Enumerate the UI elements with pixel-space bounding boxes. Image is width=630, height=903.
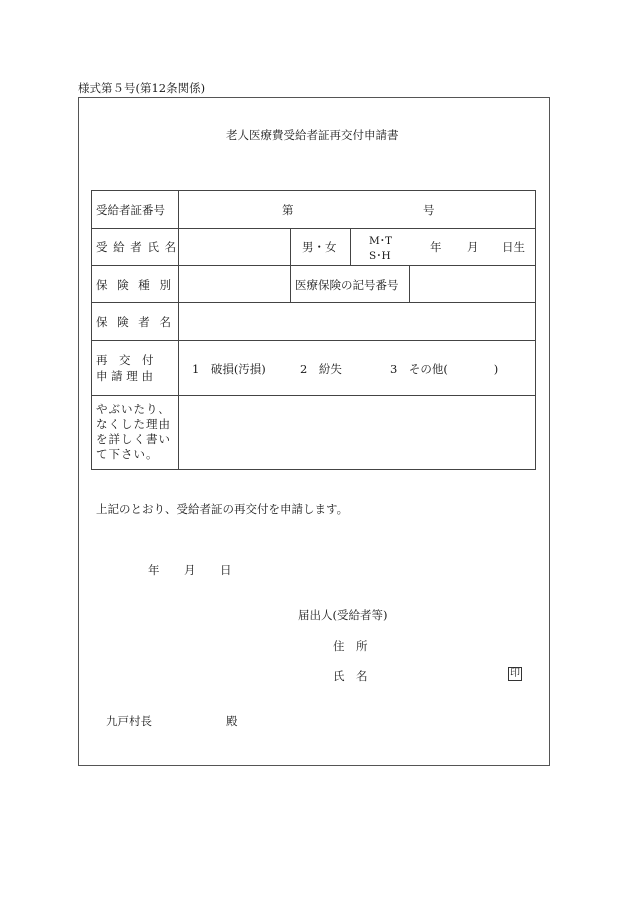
applicant-address-input[interactable] [375, 632, 525, 652]
applicant-address-label: 住 所 [333, 639, 368, 653]
reason-option-lost[interactable]: 2 紛失 [300, 362, 342, 376]
insurer-name-input[interactable] [181, 305, 533, 337]
statement-text: 上記のとおり、受給者証の再交付を申請します。 [96, 502, 349, 516]
reason-option-other[interactable]: 3 その他( ) [390, 362, 499, 376]
date-day-label: 日 [220, 563, 232, 577]
gender-choice[interactable]: 男・女 [302, 240, 337, 254]
insurance-symbol-input[interactable] [412, 268, 532, 299]
cert-number-label: 受給者証番号 [96, 203, 165, 217]
cert-number-prefix: 第 [282, 203, 294, 217]
insurance-type-input[interactable] [181, 268, 287, 299]
explanation-label: やぶいたり､なくした理由を詳しく書いて下さい。 [96, 402, 171, 461]
insurance-symbol-label: 医療保険の記号番号 [295, 278, 399, 292]
birth-month-label: 月 [467, 240, 479, 254]
era-top[interactable]: M･T [369, 235, 393, 247]
applicant-name-label: 氏 名 [333, 669, 368, 683]
cert-number-input[interactable] [300, 194, 418, 224]
birth-day-label: 日生 [502, 240, 525, 254]
reason-label-line2: 申 請 理 由 [96, 369, 153, 383]
addressee-honorific: 殿 [226, 714, 238, 728]
form-number: 様式第５号(第12条関係) [78, 81, 206, 95]
explanation-input[interactable] [181, 398, 533, 466]
reason-option-damaged[interactable]: 1 破損(汚損) [192, 362, 266, 376]
form-title: 老人医療費受給者証再交付申請書 [226, 128, 399, 142]
applicant-title: 届出人(受給者等) [298, 608, 388, 622]
birth-year-label: 年 [430, 240, 442, 254]
era-bottom[interactable]: S･H [369, 250, 391, 262]
recipient-name-label: 受 給 者 氏 名 [96, 240, 178, 254]
recipient-name-input[interactable] [181, 231, 287, 262]
insurance-type-label: 保 険 種 別 [96, 278, 174, 292]
addressee-name: 九戸村長 [106, 714, 152, 728]
reason-label-line1: 再 交 付 [96, 353, 154, 367]
date-year-label: 年 [148, 563, 160, 577]
cert-number-suffix: 号 [423, 203, 435, 217]
insurer-name-label: 保 険 者 名 [96, 315, 174, 329]
applicant-name-input[interactable] [375, 662, 500, 682]
seal-mark: 印 [510, 668, 520, 679]
date-month-label: 月 [184, 563, 196, 577]
